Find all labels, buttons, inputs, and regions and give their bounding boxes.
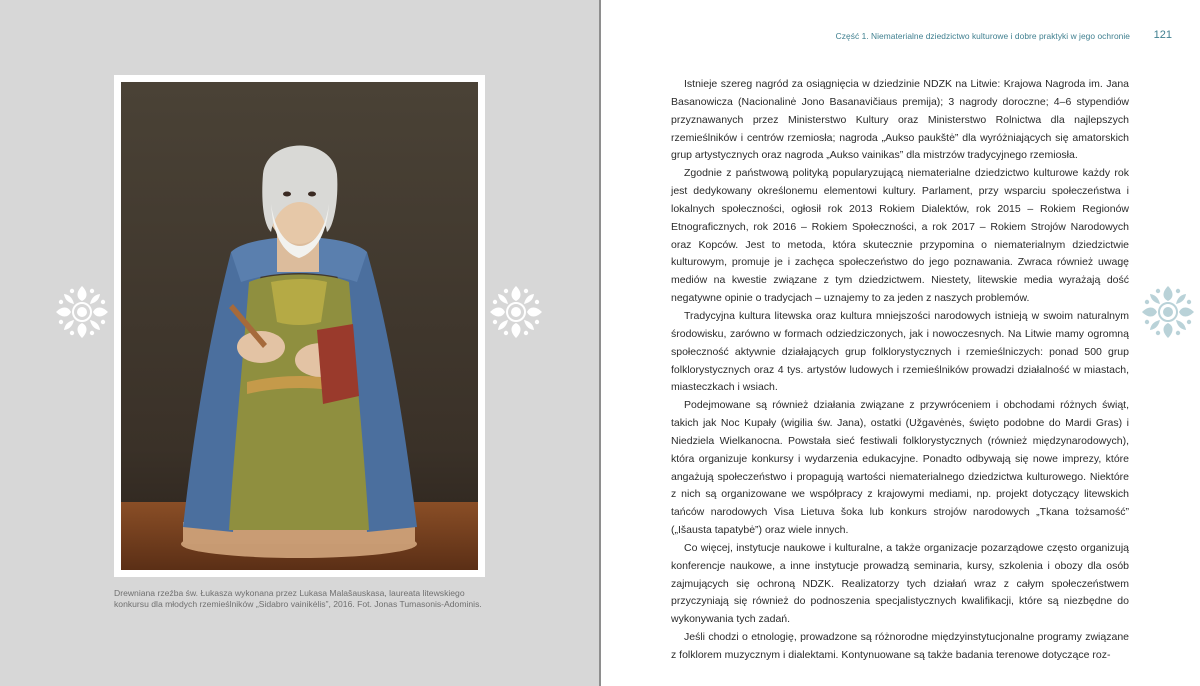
page-number: 121 [1153, 29, 1172, 41]
paragraph: Tradycyjna kultura litewska oraz kultura mniejszości narodowych istnieją w swoim naturalnym środowisku, zarówno w formach odziedziczonych, jak i nowoczesnych. Na Litwie mamy ogromną społeczność aktywnie działających grup folklorystycznych i rzemieślniczych: ponad 500 grup folklorystycznych oraz 4 tys. artystów ludowych i rzemieślników prowadzi działalność w miastach, miasteczkach i wsiach. [671, 309, 1129, 394]
paragraph: Istnieje szereg nagród za osiągnięcia w dziedzinie NDZK na Litwie: Krajowa Nagroda im. Jana Basanowicza (Nacionalinė Jono Basanavičiaus premija); 3 nagrody doroczne; 4–6 stypendiów przyznawanych przez Ministerstwo Kultury oraz Ministerstwo Rolnictwa dla najlepszych rzemieślników i centrów rzemiosła; nagroda „Aukso paukštė” dla wyróżniających się amatorskich grup artystycznych oraz nagroda „Aukso vainikas” dla mistrzów tradycyjnego rzemiosła. [671, 78, 1129, 162]
body-text [671, 76, 1129, 665]
figure-caption: Drewniana rzeźba św. Łukasza wykonana przez Lukasa Malašauskasa, laureata litewskiego konkursu dla młodych rzemieślników „Sidabro vainikėlis”, 2016. Fot. Jonas Tumasonis-Adominis. [114, 588, 482, 609]
saint-luke-figurine [121, 82, 478, 570]
paragraph: Co więcej, instytucje naukowe i kulturalne, a także organizacje pozarządowe często organizują konferencje naukowe, a inne instytucje prowadzą seminaria, kursy, szkolenia i obozy dla osób zajmujących się ochroną NDZK. Realizatorzy tych działań wraz z całym społeczeństwem przyczyniają się również do podnoszenia specjalistycznych kwalifikacji, które są niezbędne do wykonywania tych zadań. [671, 541, 1129, 626]
photo-frame [114, 75, 485, 577]
folk-ornament-icon [52, 282, 112, 347]
paragraph: Podejmowane są również działania związane z przywróceniem i obchodami różnych świąt, takich jak Noc Kupały (wigilia św. Jana), ostatki (Užgavėnės, święto podobne do Mardi Gras) i Niedziela Wielkanocna. Powstała sieć festiwali folklorystycznych (również międzynarodowych), która organizuje konkursy i wydarzenia edukacyjne. Ponadto odbywają się nowe imprezy, które angażują społeczeństwo i propagują wartości niematerialnego dziedzictwa kulturowego. Niektóre z nich są organizowane we współpracy z krajowymi mediami, np. projekt dotyczący litewskich tańców narodowych Visa Lietuva šoka lub konkurs strojów narodowych „Tkana tożsamość” („Išausta tapatybė”) oraz wiele innych. [671, 399, 1129, 537]
folk-ornament-icon [1138, 282, 1198, 347]
paragraph: Jeśli chodzi o etnologię, prowadzone są różnorodne międzyinstytucjonalne programy związane z folklorem muzycznym i dialektami. Kontynuowane są także badania terenowe dotyczące roz- [671, 631, 1129, 661]
folk-ornament-icon [486, 282, 546, 347]
running-head: Część 1. Niematerialne dziedzictwo kulturowe i dobre praktyki w jego ochronie [835, 31, 1130, 41]
paragraph: Zgodnie z państwową polityką popularyzującą niematerialne dziedzictwo kulturowe każdy rok jest dedykowany określonemu elementowi kultury. Parlament, przy wsparciu społeczeństwa i lokalnych społeczności, ogłosił rok 2013 Rokiem Dialektów, rok 2015 – Rokiem Regionów Etnograficznych, rok 2016 – Rokiem Społeczności, a rok 2017 – Rokiem Strojów Narodowych oraz Kopców. Jest to metoda, która skutecznie przypomina o niematerialnym dziedzictwie kulturowym, promuje je i zachęca społeczeństwo do jego poznawania. Zwraca również uwagę mediów na kwestie związane z tym dziedzictwem. Niestety, litewskie media wyrażają dość negatywne opinie o tradycjach – uznajemy to za jeden z naszych problemów. [671, 167, 1129, 305]
